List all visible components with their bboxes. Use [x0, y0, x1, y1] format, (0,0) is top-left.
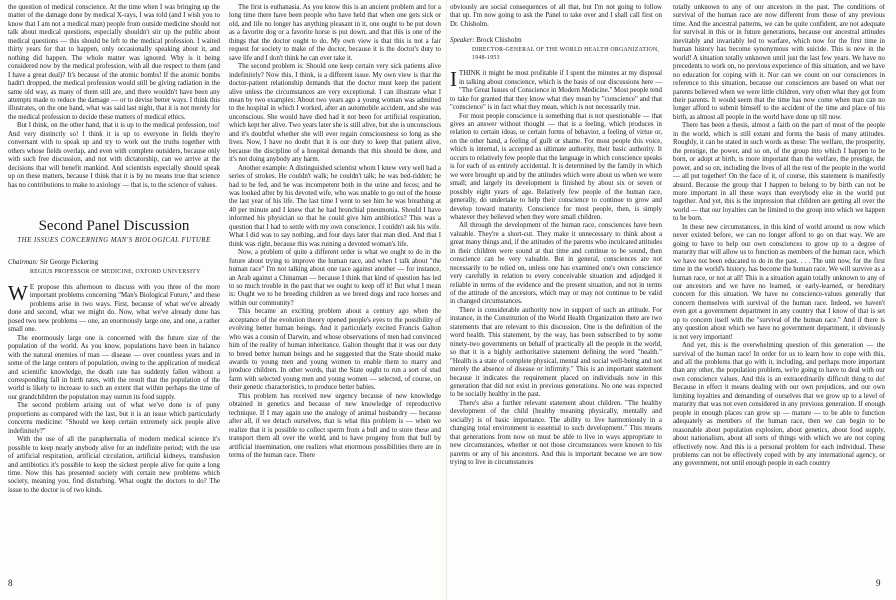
chairman-credit: [8, 259, 220, 276]
page-gutter: [446, 0, 447, 600]
speaker-name: Brock Chisholm: [476, 37, 522, 45]
paragraph: Now, a problem of quite a different order is what we ought to do in the future about trying to improve the human race, and when I talk about "the human race" I'm not talking about one race against another — for instance, an Arab against a Chinaman — because I think that kind of question has led to so much trouble in the past that we ought to keep off it! But what I mean is: Ought we to be breeding children as we breed dogs and race horses and within our community?: [229, 249, 441, 307]
paragraph: There has been a thesis, almost a faith on the part of most of the people in the world, which is still extant and forms the basis of many attitudes. Roughly, it can be stated in such words as these: The welfare, the prosperity, the prestige, the power, and so on, of the group into which I happen to be born, or adopt at birth, is more important than the welfare, the prestige, the power, and so on, including the lives of all the rest of the people in the world — all put together! On the face of it, of course, this statement is manifestly absurd. Because the group that I happen to belong to by birth can not be more important in all these ways than everybody else in the world put together. And yet, this is the impression that children are getting all over the world — that our loyalties can be limited to the group into which we happen to be born.: [673, 122, 885, 223]
paragraph-text: E propose this afternoon to discuss with you three of the more important problems concerning "Man's Biological Future," and these problems arise in two ways. First, because of what we've already done and second, what we might do. Now, what we've already done has posed two new problems — one, an enormously large one, and one, a rather small one.: [8, 284, 220, 334]
paragraph: All through the development of the human race, consciences have been valuable. They're a short-cut. They make it unnecessary to think about a great many things and, if the attitudes of the parents who inculcated attitudes in their children were sound at that time and continue to be sound, then conscience can be very valuable. But in general, consciences are not necessarily to be relied on, unless one has examined one's own conscience very carefully in relation to every conceivable situation and adjudged it reliable in terms of the evidence and the present situation, and not in terms of the attitude of the ancestors, which may or may not continue to be valid in changed circumstances.: [450, 222, 662, 306]
paragraph: But I think, on the other hand, that it is up to the medical profession, too! And very distinctly so! I think it is up to everyone in fields they're conversant with to speak up and try to work out the truths together with others whose fields overlap, and even with complete outsiders, because only with such free discussion, and not with dictatorship, can we arrive at the decisions that will benefit mankind. And scientists especially should speak up on these matters, because I think that it is by no means true that science has no contributions to make to axiology — that is, to the science of values.: [8, 122, 220, 189]
paragraph: For most people conscience is something that is not questionable — that gives an answer without thought — that is a feeling, which produces in relation to certain ideas, or certain forms of behavior, a feeling of virtue or, on the other hand, a feeling of guilt or shame. For most people this voice, which is internal, is accepted as ultimate authority, their basic authority. It occurs to relatively few people that the language in which conscience speaks is for each of us entirely accidental. It is determined by the family in which we were brought up and by the attitudes which were about us when we were small; and largely its development is finished by about six or seven or possibly eight years of age. Relatively few people of the human race, generally, do undertake to help their conscience to continue to grow and develop toward maturity. Conscience for most people, then, is simply whatever they believed when they were small children.: [450, 112, 662, 221]
paragraph: In these new circumstances, in this kind of world around us now which never existed before, we can no longer afford to go on that way. We are going to have to help our own consciences to grow up to a degree of maturity that will allow us to function as members of the human race, which we have not been educated to do in the past. . . . The unit now, for the first time in the world's history, has become the human race. We will survive as a human race, or not at all! This is a situation again totally unknown to any of our ancestors and we have no learned, or early-learned, or hereditary concern for this situation. We have no conscience-values generally that concern themselves with survival of the human race. Indeed, we haven't even got a government department in any country that I know of that is set up to concern itself with the "survival of the human race." And if there is any question about which we have no government department, it obviously is not very important!: [673, 223, 885, 341]
paragraph: And yet, this is the overwhelming question of this generation — the survival of the human race! In order for us to learn how to cope with this, and all the problems that go with it, including, and perhaps more important than any other, the population problem, we're going to have to deal with our own conscience values. And this is an extraordinarily difficult thing to do! Because in effect it means dealing with our own prejudices, and our own limiting loyalties and demanding of ourselves that we grow up to a level of maturity that was not even considered in any previous generation. If enough people in enough places can grow up — mature — to be able to function adequately as members of the human race, then we can begin to be reasonable about population explosion, about genetics, about food supply, about nationalism, about all sorts of things with which we are not coping effectively now. And this is a personal problem for each individual. These problems can not be effectively coped with by any international agency, or any government, not until enough people in each country: [673, 342, 885, 468]
section-title: Second Panel Discussion: [38, 217, 190, 234]
right-page-column-2: [673, 4, 885, 572]
chairman-title: REGIUS PROFESSOR OF MEDICINE, OXFORD UNIVERSITY: [30, 268, 201, 275]
speaker-title: DIRECTOR-GENERAL OF THE WORLD HEALTH ORGANIZATION, 1948-1953: [472, 46, 660, 61]
paragraph: Another example: A distinguished scientist whom I knew very well had a series of strokes. He couldn't walk; he couldn't talk; he was bed-ridden; he had to be fed, and he was incompetent both in the urine and feces; and he was looked after by his devoted wife, who was unable to go out of the house the last year of his life. The last time I went to see him he was breathing at 40 per minute and I knew that he had bronchial pneumonia. Should I have informed his physician so that he could give him antibiotics? This was a question that I had to settle with my own conscience. I couldn't ask his wife. What I did was to say nothing, and four days later that man died. And that I think was right, because this was ruining a devoted woman's life.: [229, 164, 441, 248]
section-heading: [8, 217, 220, 245]
paragraph: There's also a further relevant statement about children. "The healthy development of the child (healthy meaning physically, mentally and socially) is of basic importance. The ability to live harmoniously in a changing total environment is essential to such development." This means that generations from now on must be able to live in ways appropriate to new circumstances, whether or not those circumstances were known to his parents or any of his ancestors. And this is important because we are now trying to live in circumstances: [450, 399, 662, 467]
chairman-label: Chairman:: [8, 259, 39, 267]
paragraph: This became an exciting problem about a century ago when the acceptance of the evolution theory opened people's eyes to the possibility of evolving better human beings. And it particularly excited Francis Galton who was a cousin of Darwin, and whose observations of men had convinced him of the reality of human inheritance. Galton thought that it was our duty to breed better human beings and he suggested that the State should make awards to young men and young women to enable them to marry and produce children. In other words, that the State ought to run a sort of stud farm with selected young men and young women — selected, of course, on their genetic characteristics, to produce better babies.: [229, 308, 441, 392]
section-subtitle: THE ISSUES CONCERNING MAN'S BIOLOGICAL FUTURE: [17, 236, 211, 244]
page-number-right: 9: [876, 578, 881, 588]
paragraph: This problem has received new urgency because of new knowledge obtained in genetics and because of new knowledge of reproductive technique. If I may again use the analogy of animal husbandry — because after all, if we detach ourselves, that is what this problem is — when we realize that it is possible to collect sperm from a bull and to store these and transport them all over the world, and to have progeny from that bull by artificial insemination, one realizes what enormous possibilities there are in terms of the human race. There: [229, 392, 441, 460]
paragraph: totally unknown to any of our ancestors in the past. The conditions of survival of the human race are now different from those of any previous time. And the ancestral patterns, we can be quite confident, are not adequate for survival in this or in future generations, because our ancestral attitudes inevitably and invariably led to warfare, which now for the first time in human history has become synonymous with suicide. This is new in the world! A situation totally unknown until just the last few years. We have no precedents to work on, no previous experience of this situation, and we have no education for coping with it. Nor can we count on our consciences in reference to this situation, because our consciences are based on what our parents believed when we were little children, very often what they got from their parents. It would seem that the time has now come when man can no longer afford to submit himself to the accident of the time and place of his birth, as almost all people in the world have done up till now.: [673, 4, 885, 121]
paragraph: obviously are social consequences of all that, but I'm not going to follow that up. I'm now going to ask the Panel to take over and I shall call first on Dr. Chisholm.: [450, 4, 662, 28]
page-number-left: 8: [8, 578, 13, 588]
paragraph: The second problem arising out of what we've done is of puny proportions as compared with the last, but it is an issue which particularly concerns medicine: "Should we keep certain extremely sick people alive indefinitely?": [8, 402, 220, 435]
chairman-name: Sir George Pickering: [39, 259, 99, 267]
paragraph: The enormously large one is concerned with the future size of the population of the world. As you know, populations have been in balance with the natural enemies of man — disease — over countless years and in some of the large centers of population, owing to the application of medical and scientific knowledge, the death rate has suddenly fallen without a corresponding fall in birth rates, with the result that the population of the world is likely to increase to such an extent that within perhaps the time of our grandchildren the population may outrun its food supply.: [8, 334, 220, 401]
paragraph: The first is euthanasia. As you know this is an ancient problem and for a long time there have been people who have held that when one gets sick or old, and life no longer has anything pleasant in it, one ought to be put down as a favorite dog or a favorite horse is put down, and that this is one of the things that the doctor ought to do. My own view is that this is not a fair request for society to make of the doctor, because it is the doctor's duty to save life and I don't think he can ever take it.: [229, 4, 441, 62]
paragraph: the question of medical conscience. At the time when I was bringing up the matter of the damage done by medical X-rays, I was told (and I wish you to know that I am not a medical man) people from outside medicine should not talk about medical questions, especially shouldn't stir up the public about medical questions — this should be left to the medical profession. I waited thirty years for that to happen, only occasionally speaking about it, and nothing did happen. The whole matter was ignored. Why is it being considered now by the medical profession, with all due respect to them (and I have a great deal)? It's because of the atomic bombs! If the atomic bombs hadn't dropped, the medical profession would still be giving radiation in the same old way, as many of them still are, and there wouldn't have been any attempts made to reduce the damage — or to devise better ways. I think this illustrates, on the one hand, what was said last night, that it is not merely for the medical profession to decide these matters of medical ethics.: [8, 4, 220, 121]
right-page-column-1: [450, 4, 662, 572]
paragraph: The second problem is: Should one keep certain very sick patients alive indefinitely? Now this, I think, is a different issue. My own view is that the doctor-patient relationship demands that the doctor must keep the patient alive unless the circumstances are very exceptional. I can illustrate what I mean by two examples: About two years ago a young woman was admitted to the hospital in which I worked, after an automobile accident, and she was unconscious. She would have died had it not been for artificial respiration, which kept her alive. Two years later she is still alive, but she is unconscious and it's doubtful whether she will ever regain consciousness so long as she lives. Now, I have no doubt that it is our duty to keep that patient alive, because the discipline of a hospital demands that this should be done, and it's not doing anybody any harm.: [229, 63, 441, 164]
paragraph-text: THINK it might be most profitable if I spent the minutes at my disposal in talking about conscience, which is the basis of our discussions here — "The Great Issues of Conscience in Modern Medicine." Most people tend to take for granted that they know what they mean by "conscience" and that "conscience" is in fact what they mean, which is not necessarily true.: [450, 70, 662, 112]
speaker-label: Speaker:: [450, 37, 475, 45]
speaker-credit: [450, 37, 662, 62]
drop-cap: I: [450, 67, 457, 92]
left-page-column-1: [8, 4, 220, 572]
paragraph: [8, 281, 220, 335]
paragraph: With the use of all the paraphernalia of modern medical science it's possible to keep nearly anybody alive for an indefinite period; with the use of artificial respiration, artificial circulation, artificial kidneys, transfusion and antibiotics it's possible to keep the sickest people alive for quite a long time. Now this has presented society with certain new problems which society, meaning you, find disturbing. What ought the doctors to do? The issue to the doctor is of two kinds.: [8, 436, 220, 494]
drop-cap: W: [8, 281, 28, 306]
paragraph: [450, 67, 662, 112]
paragraph: There is considerable authority now in support of such an attitude. For instance, in the Constitution of the World Health Organization there are two statements that are relevant to this discussion. One is the definition of the word health. This statement, by the way, has been subscribed to by some ninety-two governments on behalf of practically all the people in the world, so that it is a highly authoritative statement defining the word "health." "Health is a state of complete physical, mental and social well-being and not merely the absence of disease or infirmity." This is an important statement because it indicates the requirement placed on individuals now in this generation that did not exist in previous generations. No one was expected to be socially healthy in the past.: [450, 306, 662, 399]
left-page-column-2: [229, 4, 441, 572]
